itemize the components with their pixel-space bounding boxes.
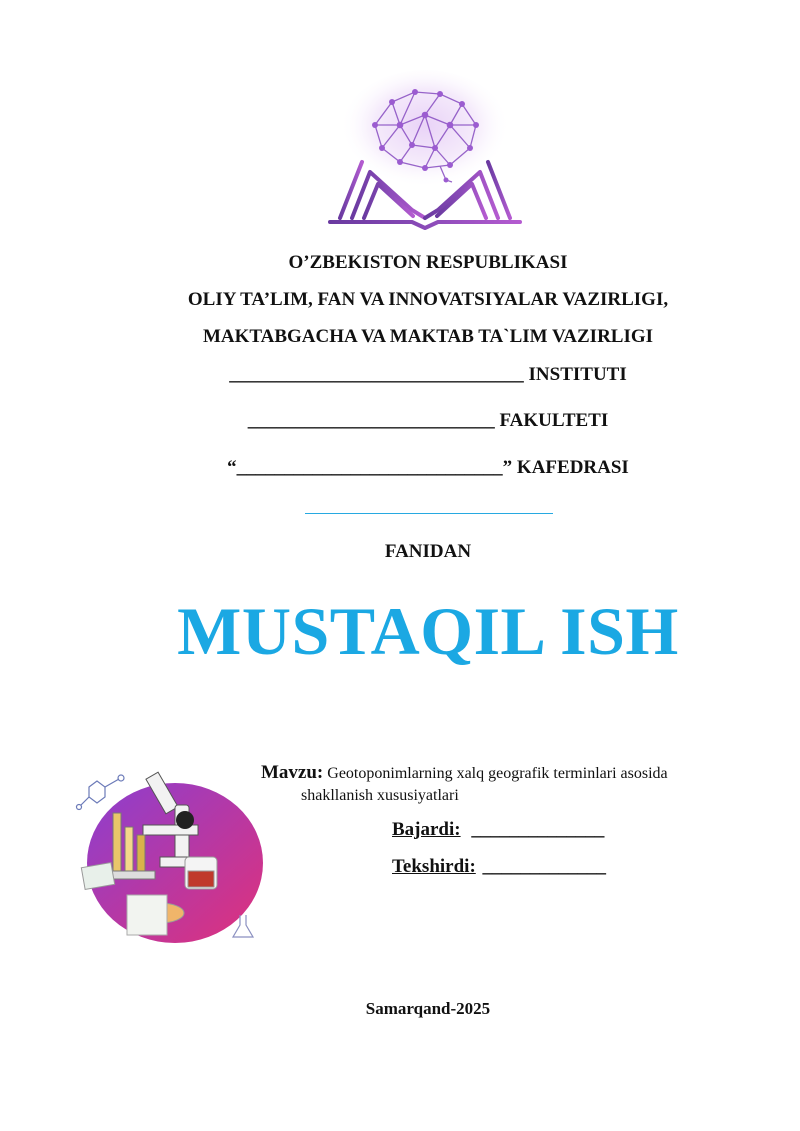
done-by-blank: ______________ [471,819,605,840]
subject-suffix: FANIDAN [384,541,472,562]
done-by-row [392,819,604,841]
city-year-footer: Samarqand-2025 [365,999,491,1018]
ministry-line-2: OLIY TA’LIM, FAN VA INNOVATSIYALAR VAZIRLIGI, [187,289,669,310]
document-type-title: MUSTAQIL ISH [177,593,679,669]
department-line: “____________________________” KAFEDRASI [227,457,629,478]
subject-blank-rule [305,513,553,514]
faculty-line: __________________________ FAKULTETI [247,410,609,431]
topic-label: Mavzu: [261,762,324,783]
laboratory-illustration [75,765,270,945]
checked-by-blank: _____________ [482,856,607,877]
done-by-label: Bajardi: [392,819,461,840]
topic-block [261,762,761,807]
institute-line: _______________________________ INSTITUTI [229,364,627,385]
topic-text-line-1: Geotoponimlarning xalq geografik terminlari asosida [327,765,668,782]
topic-text-line-2: shakllanish xususiyatlari [301,787,459,804]
ministry-line-3: MAKTABGACHA VA MAKTAB TA`LIM VAZIRLIGI [202,326,654,347]
ministry-line-1: O’ZBEKISTON RESPUBLIKASI [288,252,568,273]
brain-book-logo [300,70,550,230]
checked-by-row [392,856,606,878]
checked-by-label: Tekshirdi: [392,856,476,877]
